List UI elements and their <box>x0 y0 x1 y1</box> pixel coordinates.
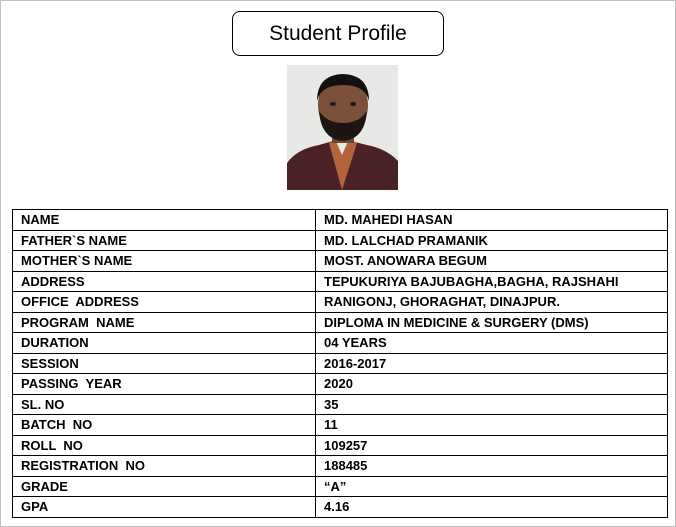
field-label: PROGRAM NAME <box>13 312 316 333</box>
field-value: 35 <box>316 394 668 415</box>
field-value: “A” <box>316 476 668 497</box>
field-label: FATHER`S NAME <box>13 230 316 251</box>
table-row <box>13 435 668 456</box>
field-label: BATCH NO <box>13 415 316 436</box>
field-label: PASSING YEAR <box>13 374 316 395</box>
table-row <box>13 456 668 477</box>
field-value: RANIGONJ, GHORAGHAT, DINAJPUR. <box>316 292 668 313</box>
field-value: 109257 <box>316 435 668 456</box>
table-row <box>13 210 668 231</box>
field-value: MOST. ANOWARA BEGUM <box>316 251 668 272</box>
field-label: GRADE <box>13 476 316 497</box>
field-label: MOTHER`S NAME <box>13 251 316 272</box>
profile-table <box>12 209 668 518</box>
table-row <box>13 333 668 354</box>
field-value: MD. MAHEDI HASAN <box>316 210 668 231</box>
field-value: 11 <box>316 415 668 436</box>
student-photo <box>287 65 398 190</box>
field-label: DURATION <box>13 333 316 354</box>
field-value: 4.16 <box>316 497 668 518</box>
field-label: SESSION <box>13 353 316 374</box>
table-row <box>13 476 668 497</box>
table-row <box>13 230 668 251</box>
field-value: DIPLOMA IN MEDICINE & SURGERY (DMS) <box>316 312 668 333</box>
table-row <box>13 251 668 272</box>
field-value: MD. LALCHAD PRAMANIK <box>316 230 668 251</box>
field-value: TEPUKURIYA BAJUBAGHA,BAGHA, RAJSHAHI <box>316 271 668 292</box>
field-label: ROLL NO <box>13 435 316 456</box>
field-value: 2020 <box>316 374 668 395</box>
field-value: 188485 <box>316 456 668 477</box>
field-label: NAME <box>13 210 316 231</box>
table-row <box>13 292 668 313</box>
table-row <box>13 415 668 436</box>
field-label: ADDRESS <box>13 271 316 292</box>
table-row <box>13 312 668 333</box>
table-row <box>13 497 668 518</box>
field-label: OFFICE ADDRESS <box>13 292 316 313</box>
field-value: 04 YEARS <box>316 333 668 354</box>
table-row <box>13 394 668 415</box>
table-row <box>13 374 668 395</box>
field-label: REGISTRATION NO <box>13 456 316 477</box>
table-row <box>13 271 668 292</box>
field-value: 2016-2017 <box>316 353 668 374</box>
table-row <box>13 353 668 374</box>
field-label: GPA <box>13 497 316 518</box>
page-title: Student Profile <box>232 11 444 56</box>
field-label: SL. NO <box>13 394 316 415</box>
